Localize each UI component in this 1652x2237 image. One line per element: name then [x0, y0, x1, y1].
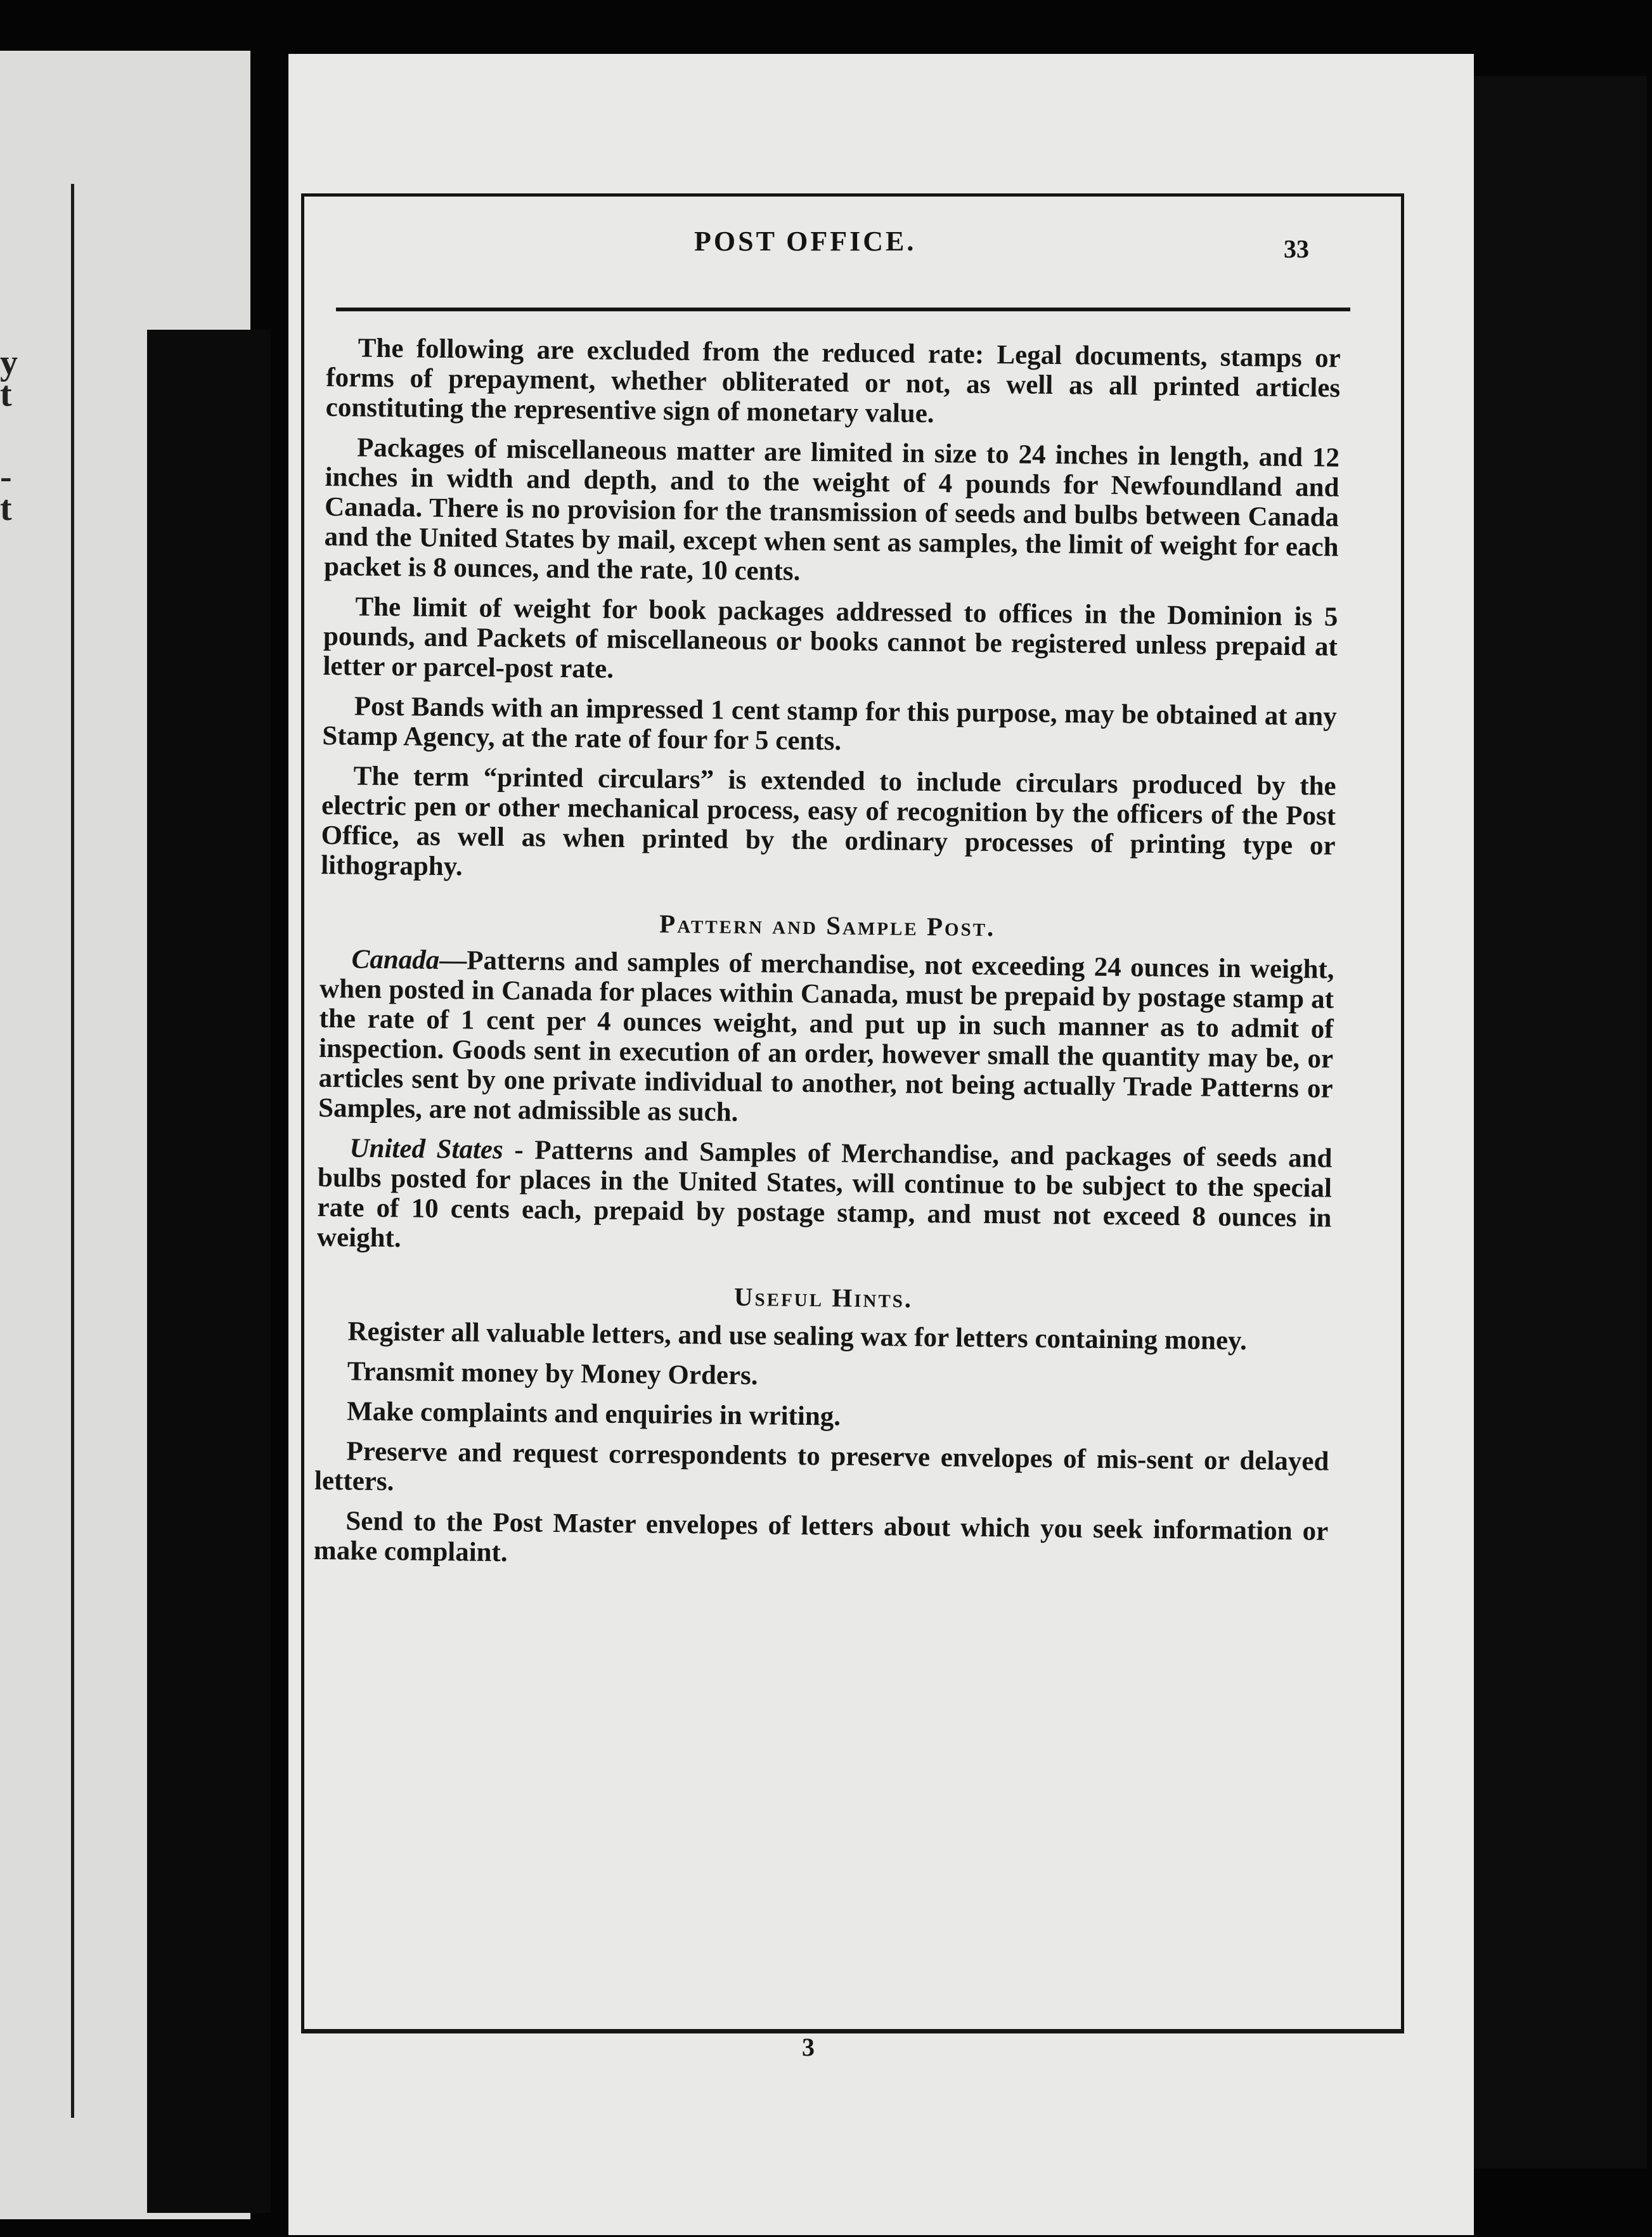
hint-item: Make complaints and enquiries in writing.: [346, 1396, 841, 1432]
hint-item: Transmit money by Money Orders.: [347, 1356, 758, 1391]
paragraph: Post Bands with an impressed 1 cent stamp for this purpose, may be obtained at any Stamp Agency, at the rate of four for 5 cents.: [322, 691, 1337, 756]
paragraph-text: - Patterns and Samples of Merchandise, and packages of seeds and bulbs posted for places in the United States, will continue to be subject to the special rate of 10 cents each, prepaid by postage stamp, and must not exceed 8 ounces in weight.: [316, 1134, 1333, 1254]
paragraph: The limit of weight for book packages addressed to offices in the Dominion is 5 pounds, and Packets of miscellaneous or books cannot be registered unless prepaid at letter or parcel-post rate.: [323, 592, 1338, 684]
book-cover-edge: [1458, 76, 1647, 2169]
section-heading-hints: Useful Hints.: [733, 1281, 913, 1313]
hint-item: Register all valuable letters, and use sealing wax for letters containing money.: [347, 1316, 1248, 1356]
header-rule: [336, 308, 1350, 311]
page-body: [313, 333, 1340, 1586]
section-heading-pattern: Pattern and Sample Post.: [659, 909, 996, 942]
hint-item: Preserve and request correspondents to preserve envelopes of mis-sent or delayed letters.: [314, 1436, 1329, 1497]
left-page-fragment: t: [0, 489, 12, 528]
book-page: [288, 54, 1474, 2235]
running-header: POST OFFICE.: [694, 226, 917, 257]
page-number: 33: [1284, 235, 1309, 263]
hints-list: [314, 1316, 1331, 1576]
paragraph: Packages of miscellaneous matter are limited in size to 24 inches in length, and 12 inches in width and depth, and to the weight of 4 pounds for Newfoundland and Canada. There is no provision for the transmission of seeds and bulbs between Canada and the United States by mail, except when sent as samples, the limit of weight for each packet is 8 ounces, and the rate, 10 cents.: [323, 432, 1340, 587]
book-gutter: [147, 330, 271, 2213]
paragraph-text: —Patterns and samples of merchandise, not exceeding 24 ounces in weight, when posted in Canada for places within Canada, must be prepaid by postage stamp at the rate of 1 cent per 4 ounces weight, and put up in such manner as to admit of inspection. Goods sent in execution of an order, however small the quantity may be, or articles sent by one private individual to another, not being actually Trade Patterns or Samples, are not admissible as such.: [318, 945, 1334, 1127]
hint-item: Send to the Post Master envelopes of letters about which you seek information or make complaint.: [313, 1506, 1329, 1568]
paragraph: The term “printed circulars” is extended to include circulars produced by the electric pen or other mechanical process, easy of recognition by the officers of the Post Office, as well as when printed by the ordinary processes of printing type or lithography.: [320, 761, 1336, 882]
paragraph: The following are excluded from the reduced rate: Legal documents, stamps or forms of prepayment, whether obliterated or not, as well as all printed articles constituting the representive sign of monetary value.: [325, 333, 1341, 429]
paragraph-united-states: [317, 1133, 1333, 1263]
signature-mark: 3: [802, 2033, 815, 2061]
left-page-fragment: -: [0, 457, 12, 496]
left-page-fragment: t: [0, 375, 12, 414]
left-page-fragment: y: [0, 343, 18, 382]
italic-lead: Canada: [351, 944, 440, 975]
paragraph-canada: [318, 944, 1334, 1134]
italic-lead: United States: [349, 1133, 503, 1165]
